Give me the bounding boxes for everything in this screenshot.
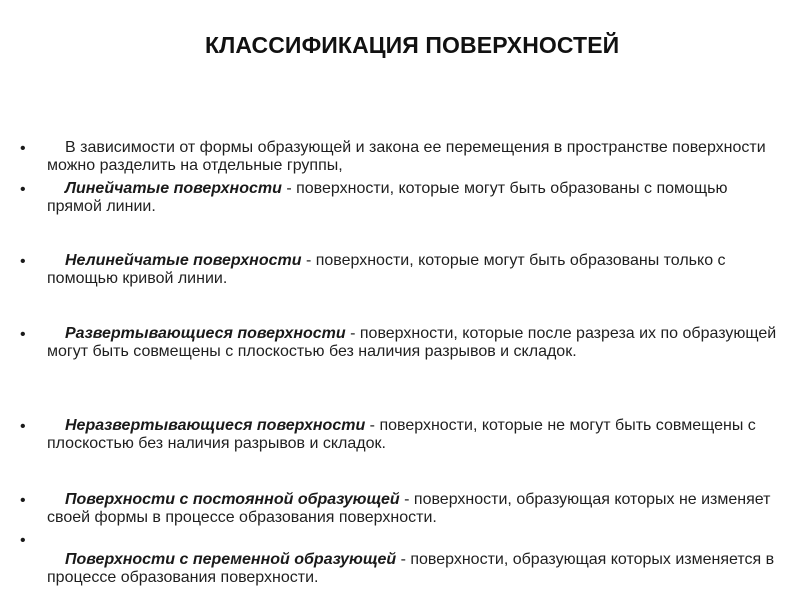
item-description: - поверхности, которые не могут быть совмещены с плоскостью без наличия разрывов и складок.	[47, 417, 756, 452]
list-item-text	[47, 180, 782, 216]
list-item-text	[47, 325, 782, 361]
page-title: КЛАССИФИКАЦИЯ ПОВЕРХНОСТЕЙ	[205, 32, 620, 58]
item-term: Развертывающиеся поверхности	[65, 325, 346, 342]
item-term: Поверхности с постоянной образующей	[65, 491, 400, 508]
bullet-icon: •	[20, 492, 26, 509]
item-term: Неразвертывающиеся поверхности	[65, 417, 366, 434]
item-description: - поверхности, которые после разреза их по образующей могут быть совмещены с плоскостью без наличия разрывов и складок.	[47, 325, 777, 360]
bullet-icon: •	[20, 418, 26, 435]
list-item-text	[47, 139, 782, 175]
item-term: Нелинейчатые поверхности	[65, 252, 302, 269]
bullet-icon: •	[20, 181, 26, 198]
list-item-text	[47, 491, 782, 527]
list-item-text	[47, 252, 782, 288]
item-description: - поверхности, образующая которых не изменяет своей формы в процессе образования поверхности.	[47, 491, 771, 526]
list-item-text	[47, 417, 782, 453]
item-description: - поверхности, образующая которых изменяется в процессе образования поверхности.	[47, 551, 775, 586]
item-description: - поверхности, которые могут быть образованы только с помощью кривой линии.	[47, 252, 726, 287]
list-item-text	[47, 551, 782, 587]
item-description: - поверхности, которые могут быть образованы с помощью прямой линии.	[47, 180, 728, 215]
item-description: В зависимости от формы образующей и закона ее перемещения в пространстве поверхности можно разделить на отдельные группы,	[47, 139, 766, 174]
bullet-icon: •	[20, 140, 26, 157]
bullet-icon: •	[20, 326, 26, 343]
item-term: Линейчатые поверхности	[65, 180, 282, 197]
bullet-icon: •	[20, 253, 26, 270]
bullet-icon: •	[20, 532, 26, 549]
item-term: Поверхности с переменной образующей	[65, 551, 397, 568]
